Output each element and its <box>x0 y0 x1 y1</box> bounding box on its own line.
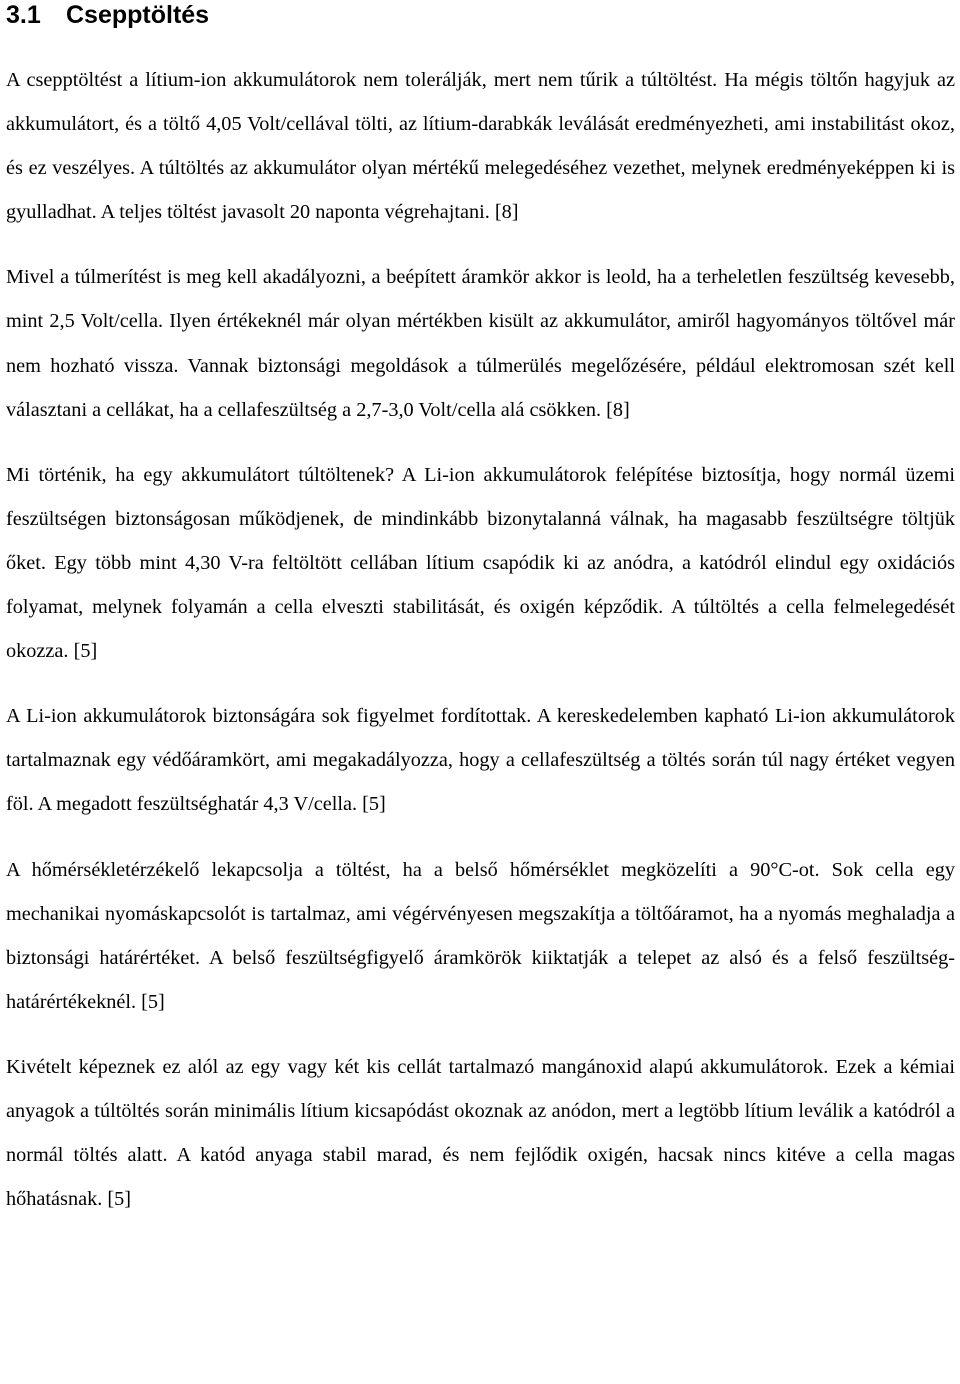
paragraph-2: Mivel a túlmerítést is meg kell akadályozni, a beépített áramkör akkor is leold, ha a terheletlen feszültség kevesebb, mint 2,5 Volt/cella. Ilyen értékeknél már olyan mértékben kisült az akkumulátor, amiről hagyományos töltővel már nem hozható vissza. Vannak biztonsági megoldások a túlmerülés megelőzésére, például elektromosan szét kell választani a cellákat, ha a cellafeszültség a 2,7-3,0 Volt/cella alá csökken. [8] <box>6 266 955 421</box>
paragraph-6: Kivételt képeznek ez alól az egy vagy két kis cellát tartalmazó mangánoxid alapú akkumulátorok. Ezek a kémiai anyagok a túltöltés során minimális lítium kicsapódást okoznak az anódon, mert a legtöbb lítium leválik a katódról a normál töltés alatt. A katód anyaga stabil marad, és nem fejlődik oxigén, hacsak nincs kitéve a cella magas hőhatásnak. [5] <box>6 1055 955 1211</box>
section-title: Csepptöltés <box>66 1 210 29</box>
section-heading <box>6 0 955 34</box>
paragraph-3: Mi történik, ha egy akkumulátort túltöltenek? A Li-ion akkumulátorok felépítése biztosítja, hogy normál üzemi feszültségen biztonságosan működjenek, de mindinkább bizonytalanná válnak, ha magasabb feszültségre töltjük őket. Egy több mint 4,30 V-ra feltöltött cellában lítium csapódik ki az anódra, a katódról elindul egy oxidációs folyamat, melynek folyamán a cella elveszti stabilitását, és oxigén képződik. A túltöltés a cella felmelegedését okozza. [5] <box>6 463 955 663</box>
paragraph-5: A hőmérsékletérzékelő lekapcsolja a töltést, ha a belső hőmérséklet megközelíti a 90°C-ot. Sok cella egy mechanikai nyomáskapcsolót is tartalmaz, ami végérvényesen megszakítja a töltőáramot, ha a nyomás meghaladja a biztonsági határértéket. A belső feszültségfigyelő áramkörök kiiktatják a telepet az alsó és a felső feszültség-határértékeknél. [5] <box>6 858 955 1013</box>
paragraph-4: A Li-ion akkumulátorok biztonságára sok figyelmet fordítottak. A kereskedelemben kapható Li-ion akkumulátorok tartalmaznak egy védőáramkört, ami megakadályozza, hogy a cellafeszültség a töltés során túl nagy értéket vegyen föl. A megadott feszültséghatár 4,3 V/cella. [5] <box>6 705 955 816</box>
section-number: 3.1 <box>6 1 41 29</box>
paragraph-1: A csepptöltést a lítium-ion akkumulátorok nem tolerálják, mert nem tűrik a túltöltést. Ha mégis töltőn hagyjuk az akkumulátort, és a töltő 4,05 Volt/cellával tölti, az lítium-darabkák leválását eredményezheti, ami instabilitást okoz, és ez veszélyes. A túltöltés az akkumulátor olyan mértékű melegedéséhez vezethet, melynek eredményeképpen ki is gyulladhat. A teljes töltést javasolt 20 naponta végrehajtani. [8] <box>6 69 955 224</box>
